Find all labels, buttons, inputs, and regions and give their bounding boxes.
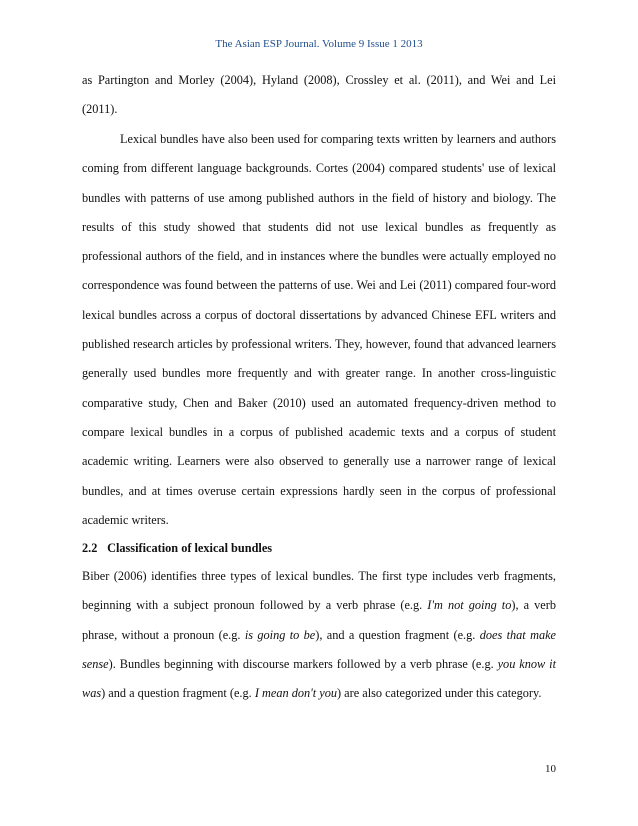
- page-number: 10: [545, 763, 556, 775]
- running-header: The Asian ESP Journal. Volume 9 Issue 1 2013: [215, 38, 423, 50]
- paragraph-continuation: [82, 66, 556, 125]
- text-run: Biber (2006) identifies three types of lexical bundles. The first type includes verb fragments, beginning with a subject pronoun followed by a verb phrase (e.g.: [82, 569, 556, 613]
- text-run: ), and a question fragment (e.g.: [315, 627, 480, 642]
- section-number: 2.2: [82, 541, 98, 555]
- example-italic: I'm not going to: [427, 598, 512, 613]
- paragraph-classification: [82, 562, 556, 708]
- paragraph-text: Lexical bundles have also been used for comparing texts written by learners and authors coming from different language backgrounds. Cortes (2004) compared students' use of lexical bundles with patterns of use among published authors in the field of history and biology. The results of this study showed that students did not use lexical bundles as frequently as professional authors of the field, and in instances where the bundles were actually employed no correspondence was found between the patterns of use. Wei and Lei (2011) compared four-word lexical bundles across a corpus of doctoral dissertations by advanced Chinese EFL writers and published research articles by professional writers. They, however, found that advanced learners generally used bundles more frequently and with greater range. In another cross-linguistic comparative study, Chen and Baker (2010) used an automated frequency-driven method to compare lexical bundles in a corpus of published academic texts and a corpus of student academic writing. Learners were also observed to generally use a narrower range of lexical bundles, and at times overuse certain expressions hardly seen in the corpus of professional academic writers.: [82, 132, 556, 527]
- text-run: ). Bundles beginning with discourse markers followed by a verb phrase (e.g.: [108, 656, 498, 671]
- section-title: Classification of lexical bundles: [107, 541, 273, 555]
- example-italic: does that make sense: [82, 627, 557, 671]
- paragraph-text: as Partington and Morley (2004), Hyland (2008), Crossley et al. (2011), and Wei and Lei (2011).: [82, 73, 556, 117]
- example-italic: I mean don't you: [254, 686, 338, 701]
- example-italic: you know it was: [82, 656, 556, 701]
- paragraph-text: [82, 562, 556, 708]
- text-run: ) are also categorized under this category.: [337, 686, 542, 701]
- example-italic: is going to be: [244, 627, 316, 642]
- text-run: ) and a question fragment (e.g.: [101, 686, 255, 701]
- section-heading: [82, 534, 556, 563]
- paragraph-lexical-bundles-comparison: [82, 125, 556, 535]
- text-run: ), a verb phrase, without a pronoun (e.g.: [82, 598, 556, 642]
